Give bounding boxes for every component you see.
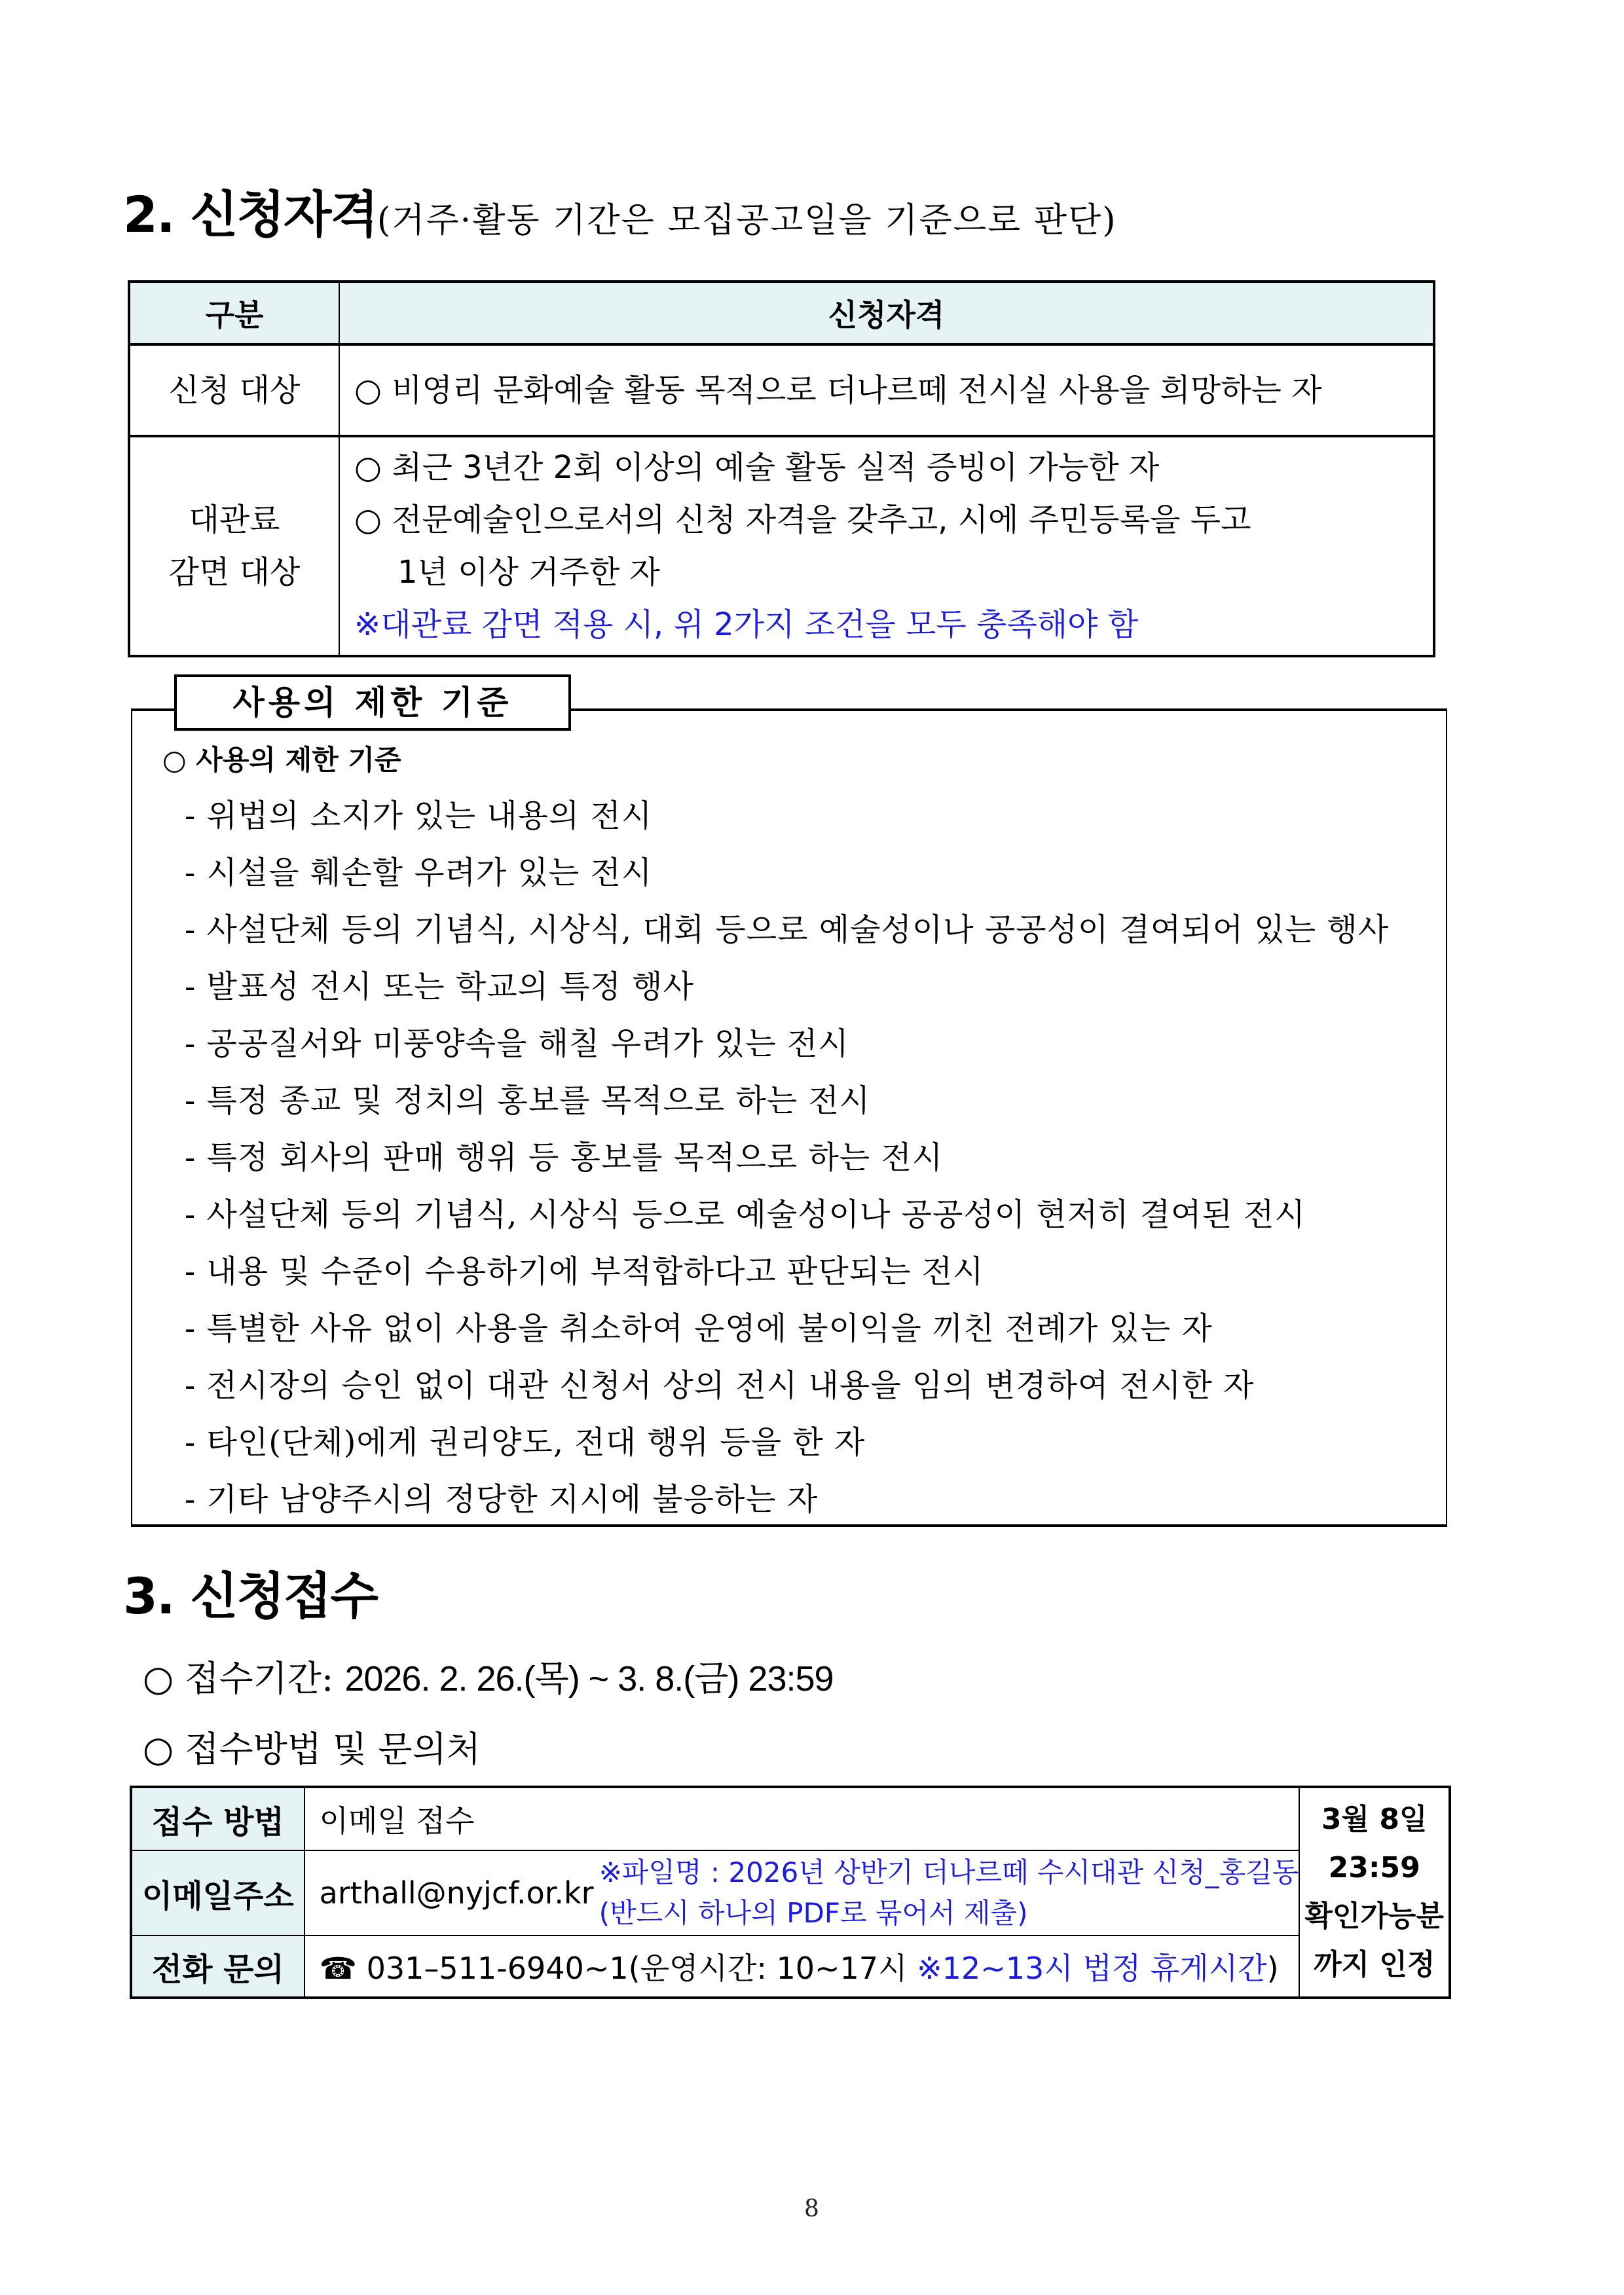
file-name-note: ※파일명 : 2026년 상반기 더나르떼 수시대관 신청_홍길동 xyxy=(599,1856,1299,1888)
list-item: - 특별한 사유 없이 사용을 취소하여 운영에 불이익을 끼친 전례가 있는 자 xyxy=(185,1310,1213,1347)
table-row xyxy=(131,1936,1450,1998)
section-3-title: 3. 신청접수 xyxy=(123,1567,377,1625)
list-item: - 공공질서와 미풍양속을 해칠 우려가 있는 전시 xyxy=(185,1025,849,1062)
method-label: 접수 방법 xyxy=(131,1787,304,1850)
reception-method-heading: ○ 접수방법 및 문의처 xyxy=(143,1729,481,1770)
list-item: - 내용 및 수준이 수용하기에 부적합하다고 판단되는 전시 xyxy=(185,1253,984,1290)
table-row xyxy=(129,344,1434,436)
list-item: - 전시장의 승인 없이 대관 신청서 상의 전시 내용을 임의 변경하여 전시한 자 xyxy=(185,1367,1255,1404)
phone-icon: ☎ xyxy=(319,1951,357,1986)
email-address-link[interactable]: arthall@nyjcf.or.kr xyxy=(304,1850,594,1936)
row-body-applicant xyxy=(339,344,1434,436)
header-category: 구분 xyxy=(129,282,339,344)
phone-close-paren: ) xyxy=(1266,1951,1279,1986)
reception-table xyxy=(130,1786,1451,1999)
email-label: 이메일주소 xyxy=(131,1850,304,1936)
deadline-line: 까지 인정 xyxy=(1314,1948,1435,1981)
qualification-table xyxy=(128,280,1435,657)
method-value: 이메일 접수 xyxy=(304,1787,1300,1850)
exemption-note: ※대관료 감면 적용 시, 위 2가지 조건을 모두 충족해야 함 xyxy=(354,606,1139,643)
list-item: - 위법의 소지가 있는 내용의 전시 xyxy=(185,798,653,834)
phone-number: 031–511-6940~1(운영시간: 10~17시 xyxy=(366,1951,917,1986)
period-value: 2026. 2. 26.(목) ~ 3. 8.(금) 23:59 xyxy=(344,1659,834,1698)
pdf-note: (반드시 하나의 PDF로 묶어서 제출) xyxy=(599,1897,1028,1929)
deadline-cell xyxy=(1299,1787,1450,1998)
deadline-line: 3월 8일 xyxy=(1321,1803,1428,1836)
table-row xyxy=(131,1850,1450,1936)
restrictions-list xyxy=(185,788,1389,1528)
row-label-fee-exemption xyxy=(129,436,339,656)
section-2-subtitle: (거주·활동 기간은 모집공고일을 기준으로 판단) xyxy=(377,201,1117,240)
row-label-applicant: 신청 대상 xyxy=(129,344,339,436)
row-body-fee-exemption xyxy=(339,436,1434,656)
phone-value xyxy=(304,1936,1300,1998)
list-item: - 타인(단체)에게 권리양도, 전대 행위 등을 한 자 xyxy=(185,1424,866,1461)
qualification-line: ○ 비영리 문화예술 활동 목적으로 더나르떼 전시실 사용을 희망하는 자 xyxy=(354,372,1322,409)
qualification-line: ○ 전문예술인으로서의 신청 자격을 갖추고, 시에 주민등록을 두고 xyxy=(354,502,1251,538)
table-row xyxy=(129,436,1434,656)
list-item: - 사설단체 등의 기념식, 시상식 등으로 예술성이나 공공성이 현저히 결여된 전시 xyxy=(185,1196,1306,1233)
deadline-line: 확인가능분 xyxy=(1304,1900,1444,1933)
list-item: - 사설단체 등의 기념식, 시상식, 대회 등으로 예술성이나 공공성이 결여되어 있는 행사 xyxy=(185,911,1390,948)
phone-label: 전화 문의 xyxy=(131,1936,304,1998)
section-2-title xyxy=(123,185,1117,244)
list-item: - 기타 남양주시의 정당한 지시에 불응하는 자 xyxy=(185,1481,819,1518)
table-header-row xyxy=(129,282,1434,344)
list-item: - 발표성 전시 또는 학교의 특정 행사 xyxy=(185,968,694,1005)
deadline-line: 23:59 xyxy=(1328,1851,1420,1884)
label-line: 감면 대상 xyxy=(168,554,301,591)
list-item: - 특정 종교 및 정치의 홍보를 목적으로 하는 전시 xyxy=(185,1082,871,1119)
period-label: ○ 접수기간: xyxy=(143,1658,334,1699)
email-file-note xyxy=(594,1850,1300,1936)
table-row xyxy=(131,1787,1450,1850)
qualification-line: 1년 이상 거주한 자 xyxy=(397,554,660,591)
break-time-note: ※12~13시 법정 휴게시간 xyxy=(917,1951,1267,1986)
section-2-heading: 2. 신청자격 xyxy=(123,185,377,244)
restrictions-heading: ○ 사용의 제한 기준 xyxy=(162,744,401,776)
list-item: - 시설을 훼손할 우려가 있는 전시 xyxy=(185,854,653,891)
list-item: - 특정 회사의 판매 행위 등 홍보를 목적으로 하는 전시 xyxy=(185,1139,944,1176)
label-line: 대관료 xyxy=(189,502,280,538)
qualification-line: ○ 최근 3년간 2회 이상의 예술 활동 실적 증빙이 가능한 자 xyxy=(354,449,1160,486)
restrictions-tag: 사용의 제한 기준 xyxy=(174,674,571,731)
header-qualification: 신청자격 xyxy=(339,282,1434,344)
reception-period xyxy=(143,1658,834,1699)
page-number: 8 xyxy=(804,2195,819,2222)
